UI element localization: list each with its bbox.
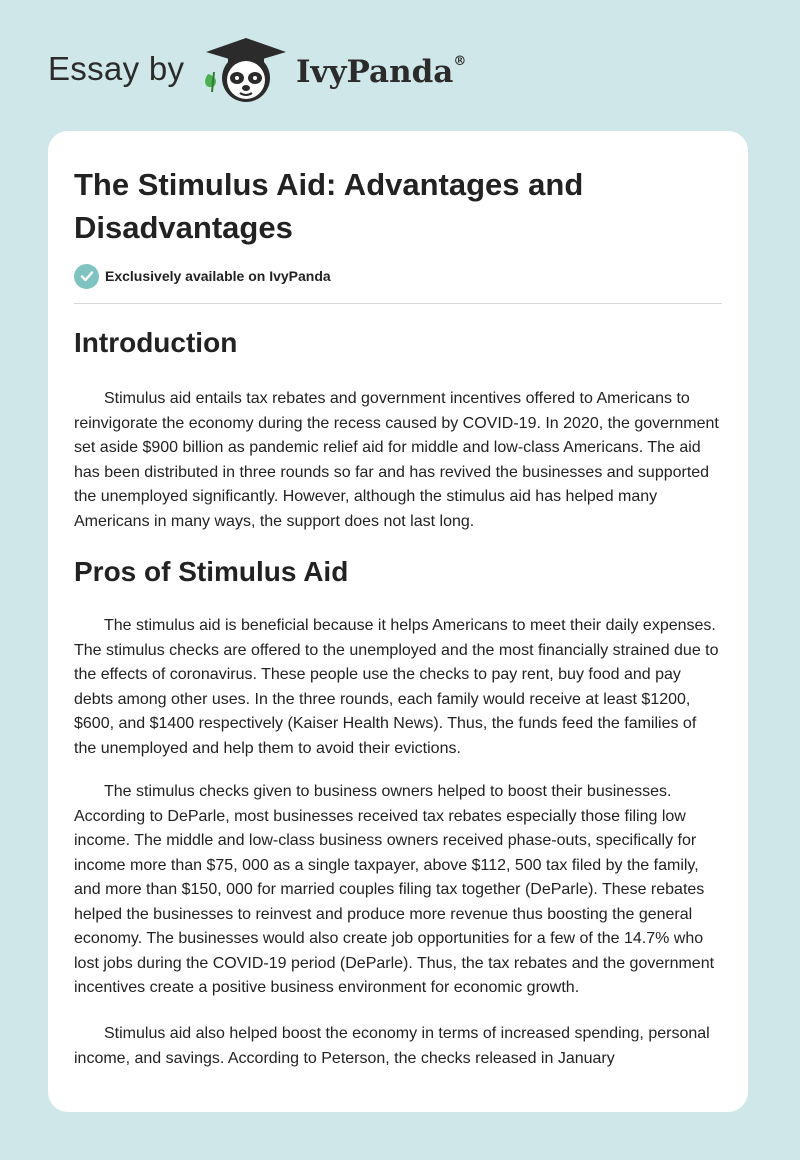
exclusive-label: Exclusively available on IvyPanda: [105, 268, 331, 284]
site-header: [0, 0, 800, 130]
paragraph: Stimulus aid entails tax rebates and government incentives offered to Americans to reinvigorate the economy during the recess caused by COVID-19. In 2020, the government set aside $900 billion as pandemic relief aid for middle and low-class Americans. The aid has been distributed in three rounds so far and has revived the businesses and supported the unemployed significantly. However, although the stimulus aid has helped many Americans in many ways, the support does not last long.: [74, 390, 719, 530]
exclusive-badge: [74, 263, 331, 289]
section-heading-introduction: Introduction: [74, 327, 238, 358]
paragraph: Stimulus aid also helped boost the economy in terms of increased spending, personal income, and savings. According to Peterson, the checks released in January: [74, 1025, 710, 1067]
paragraph: The stimulus aid is beneficial because it helps Americans to meet their daily expenses. The stimulus checks are offered to the unemployed and the most financially strained due to the effects of coronavirus. These people use the checks to pay rent, buy food and pay debts among other uses. In the three rounds, each family would receive at least $1200, $600, and $1400 respectively (Kaiser Health News). Thus, the funds feed the families of the unemployed and help them to avoid their evictions.: [74, 617, 719, 757]
divider: [74, 303, 722, 304]
paragraph: The stimulus checks given to business owners helped to boost their businesses. According to DeParle, most businesses received tax rebates especially those filing low income. The middle and low-class business owners received phase-outs, specifically for income more than $75, 000 as a single taxpayer, above $112, 500 tax filed by the family, and more than $150, 000 for married couples filing tax together (DeParle). These rebates helped the businesses to reinvest and produce more revenue thus boosting the general economy. The businesses would also create job opportunities for a few of the 14.7% who lost jobs during the COVID-19 period (DeParle). Thus, the tax rebates and the government incentives create a positive business environment for economic growth.: [74, 783, 715, 996]
check-icon: [74, 264, 99, 289]
page-title: The Stimulus Aid: Advantages and Disadvantages: [74, 167, 584, 245]
panda-logo-icon[interactable]: [200, 34, 292, 108]
brand-prefix: Essay by: [48, 50, 185, 87]
registered-mark: ®: [453, 53, 467, 69]
brand-name[interactable]: IvyPanda®: [296, 53, 467, 90]
section-heading-pros: Pros of Stimulus Aid: [74, 556, 349, 587]
essay-card: [48, 131, 748, 1112]
